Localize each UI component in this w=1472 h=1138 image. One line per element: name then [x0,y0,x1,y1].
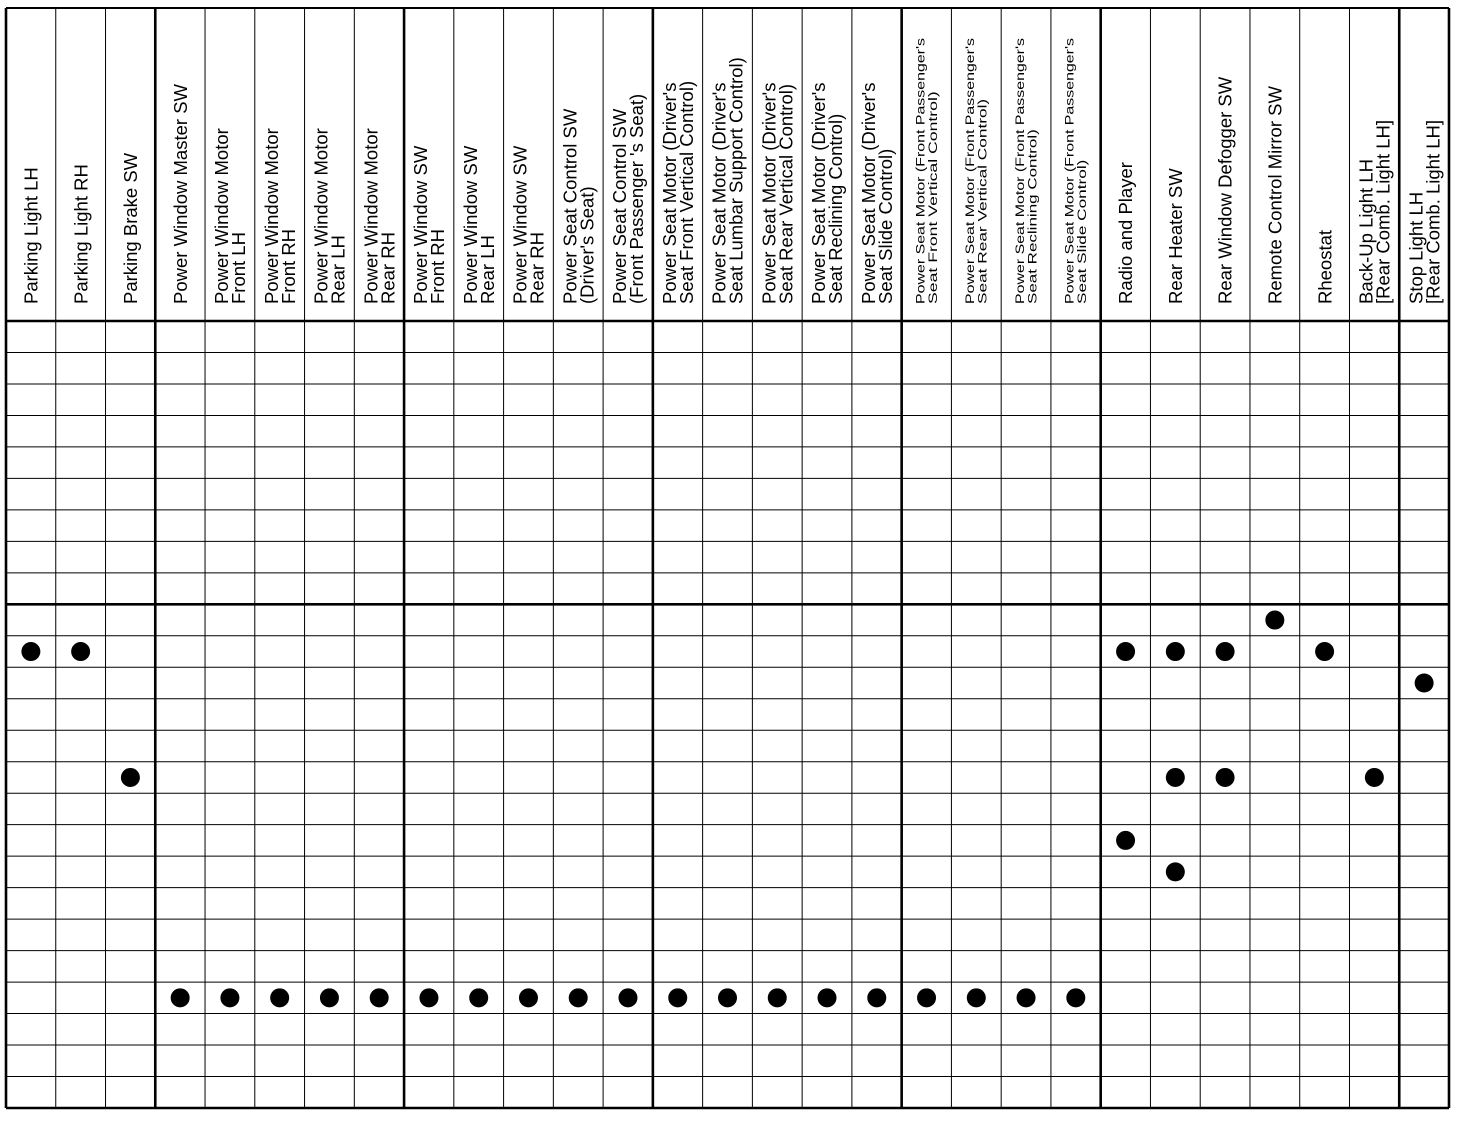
connection-dot [768,988,787,1007]
column-header-14-line-1: Seat Lumbar Support Control) [725,57,747,304]
connection-dot [419,988,438,1007]
column-header-28-line-0: Stop Light LH [1405,191,1427,304]
column-header-22-line-0: Radio and Player [1115,162,1137,304]
column-header-1-line-0: Parking Light RH [70,164,92,304]
column-header-20-line-1: Seat Reclining Control) [1027,185,1040,304]
column-header-28-line-1: [Rear Comb. Light LH] [1422,119,1444,304]
connection-dot [1265,611,1284,630]
column-header-18-line-1: Seat Front Vertical Control) [927,165,940,304]
column-header-9-line-1: Rear LH [476,235,498,304]
column-header-24-line-0: Rear Window Defogger SW [1214,76,1236,304]
column-header-6-line-1: Rear LH [327,235,349,304]
column-header-7-line-1: Rear RH [377,232,399,305]
column-header-3-line-0: Power Window Master SW [169,83,191,304]
connection-dot [121,768,140,787]
column-header-21-line-0: Power Seat Motor (Front Passenger's [1064,111,1077,304]
column-header-4-line-1: Front LH [228,232,250,304]
column-header-5-line-0: Power Window Motor [260,128,282,304]
column-header-27-line-1: [Rear Comb. Light LH] [1372,119,1394,304]
connection-dot [718,988,737,1007]
column-header-13-line-1: Seat Front Vertical Control) [675,80,697,304]
connection-dot [1066,988,1085,1007]
column-header-11-line-1: (Driver's Seat) [576,186,598,304]
column-header-12-line-0: Power Seat Control SW [609,108,631,304]
connection-dot [1216,642,1235,661]
column-headers [21,38,1444,304]
connection-dot [370,988,389,1007]
connection-dot [1166,642,1185,661]
column-header-19-line-1: Seat Rear Vertical Control) [977,167,990,304]
connection-dot [1116,642,1135,661]
column-header-8-line-1: Front RH [427,228,449,304]
connection-dot [1365,768,1384,787]
connection-dots [21,611,1433,1008]
column-header-17-line-1: Seat Slide Control) [874,148,896,304]
column-header-16-line-1: Seat Reclining Control) [825,113,847,304]
column-header-13-line-0: Power Seat Motor (Driver's [658,82,680,304]
column-header-7-line-0: Power Window Motor [360,128,382,305]
connection-dot [21,642,40,661]
connection-dot [320,988,339,1007]
column-header-26-line-0: Rheostat [1314,229,1336,304]
connection-dot [220,988,239,1007]
connection-dot [519,988,538,1007]
column-header-27-line-0: Back-Up Light LH [1355,159,1377,304]
connection-dot [71,642,90,661]
connection-dot [1166,768,1185,787]
column-header-19-line-0: Power Seat Motor (Front Passenger's [965,111,978,304]
connection-dot [818,988,837,1007]
column-header-10-line-1: Rear RH [526,232,548,304]
connection-dot [917,988,936,1007]
connection-dot [867,988,886,1007]
connection-dot [469,988,488,1007]
column-header-16-line-0: Power Seat Motor (Driver's [808,82,830,304]
column-header-15-line-0: Power Seat Motor (Driver's [758,82,780,304]
connection-dot [171,988,190,1007]
column-header-10-line-0: Power Window SW [509,145,531,304]
column-header-12-line-1: (Front Passenger 's Seat) [626,93,648,304]
column-header-18-line-0: Power Seat Motor (Front Passenger's [915,111,928,304]
column-header-25-line-0: Remote Control Mirror SW [1264,86,1286,304]
column-header-11-line-0: Power Seat Control SW [559,108,581,304]
column-header-2-line-0: Parking Brake SW [120,152,142,304]
column-header-23-line-0: Rear Heater SW [1164,168,1186,304]
connection-dot [1216,768,1235,787]
connection-dot [1166,862,1185,881]
column-header-5-line-1: Front RH [277,228,299,304]
column-header-6-line-0: Power Window Motor [310,128,332,304]
connection-dot [1315,642,1334,661]
connection-dot [668,988,687,1007]
connection-dot [618,988,637,1007]
column-header-14-line-0: Power Seat Motor (Driver's [708,82,730,304]
column-header-20-line-0: Power Seat Motor (Front Passenger's [1014,111,1027,304]
connection-dot [1415,674,1434,693]
column-header-9-line-0: Power Window SW [459,145,481,304]
connection-dot [1017,988,1036,1007]
connection-dot [1116,831,1135,850]
column-header-8-line-0: Power Window SW [410,145,432,304]
column-header-17-line-0: Power Seat Motor (Driver's [857,82,879,304]
column-header-0-line-0: Parking Light LH [20,167,42,304]
connection-dot [967,988,986,1007]
column-header-15-line-1: Seat Rear Vertical Control) [775,83,797,304]
column-header-21-line-1: Seat Slide Control) [1077,207,1090,304]
connection-dot [569,988,588,1007]
column-header-4-line-0: Power Window Motor [211,128,233,304]
connection-dot [270,988,289,1007]
